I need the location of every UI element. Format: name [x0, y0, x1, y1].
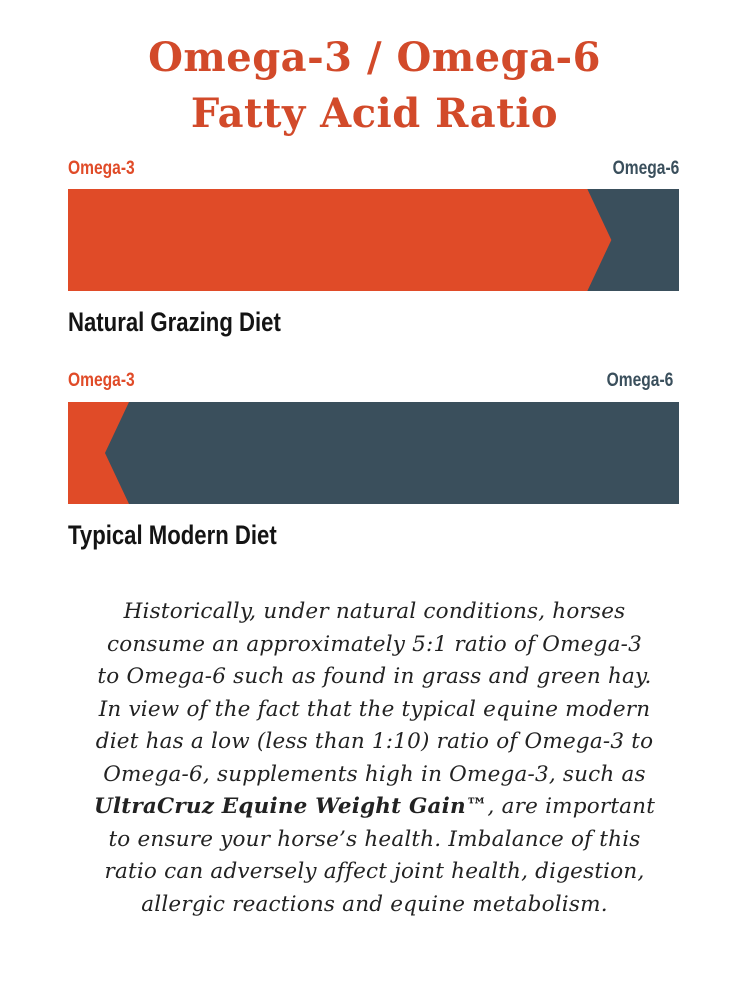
bar-typical-modern — [68, 402, 679, 504]
bar-1-omega3-label: Omega-3 — [68, 158, 135, 179]
bar-segment-omega6 — [68, 402, 679, 504]
paragraph-line-10: allergic reactions and equine metabolism. — [141, 891, 608, 917]
chart-title — [0, 30, 749, 142]
chart-title-line-1: Omega-3 / Omega-6 — [148, 34, 601, 81]
bar-2-omega3-label: Omega-3 — [68, 370, 135, 391]
bar-segment-omega3 — [68, 189, 611, 291]
paragraph-line-7 — [20, 791, 729, 824]
paragraph-line-9: ratio can adversely affect joint health, digestion, — [104, 859, 645, 884]
bar-2-category-label: Typical Modern Diet — [68, 520, 277, 550]
chart-title-line-2: Fatty Acid Ratio — [190, 90, 559, 137]
product-name: UltraCruz Equine Weight Gain™ — [93, 794, 488, 819]
paragraph-line-2: consume an approximately 5:1 ratio of Omega-3 — [107, 631, 642, 657]
bar-1-category-label: Natural Grazing Diet — [68, 307, 281, 337]
bar-1-omega6-label: Omega-6 — [612, 158, 679, 179]
explanation-paragraph — [20, 596, 729, 921]
paragraph-line-3: to Omega-6 such as found in grass and green hay. — [97, 664, 652, 689]
paragraph-line-8: to ensure your horse’s health. Imbalance of this — [108, 826, 641, 852]
paragraph-line-6: Omega-6, supplements high in Omega-3, such as — [103, 761, 646, 787]
product-name-suffix: , are important — [487, 794, 656, 819]
paragraph-line-5: diet has a low (less than 1:10) ratio of Omega-3 to — [95, 729, 654, 754]
paragraph-line-4: In view of the fact that the typical equine modern — [98, 696, 651, 722]
bar-natural-grazing — [68, 189, 679, 291]
paragraph-line-1: Historically, under natural conditions, horses — [123, 599, 626, 624]
bar-2-omega6-label: Omega-6 — [606, 370, 673, 391]
